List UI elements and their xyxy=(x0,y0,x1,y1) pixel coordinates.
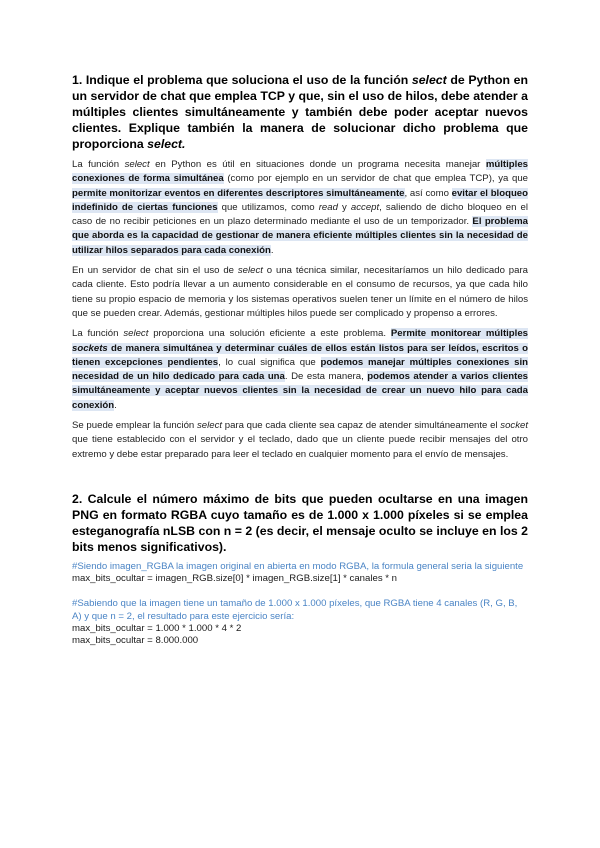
highlighted-text: podemos manejar múltiples conexiones sin necesidad de un hilo dedicado para cada una xyxy=(72,356,528,383)
highlighted-text: permite monitorizar eventos en diferentes descriptores simultáneamente xyxy=(72,187,405,199)
answer-paragraph-4 xyxy=(72,419,528,462)
italic-term: select xyxy=(237,265,263,277)
italic-term: select xyxy=(124,159,150,170)
text-run: . xyxy=(114,399,117,411)
italic-term: select xyxy=(123,328,149,340)
text-run: para que cada cliente sea capaz de atender simultáneamente el xyxy=(222,420,501,432)
text-run: . xyxy=(270,244,274,256)
text-run: en Python es útil en situaciones donde un programa necesita manejar xyxy=(149,159,486,170)
text-run: . De esta manera, xyxy=(284,371,368,383)
highlighted-text: Permite monitorear múltiples xyxy=(390,328,529,340)
text-run: En un servidor de chat sin el uso de xyxy=(72,265,238,277)
italic-term: select xyxy=(411,73,447,87)
text-run: 1. Indique el problema que soluciona el uso de la función xyxy=(72,73,412,87)
text-run: que utilizamos, como xyxy=(217,201,319,213)
text-run: , así como xyxy=(404,187,452,199)
text-run: y xyxy=(337,201,351,213)
highlighted-text: de manera simultánea y determinar cuáles de ellos están listos para ser leídos, escritos o tienen excepciones pendientes xyxy=(72,342,528,368)
highlighted-text: sockets xyxy=(72,342,108,354)
highlighted-text: múltiples conexiones de forma simultánea xyxy=(72,159,528,185)
text-run: de Python en un servidor de chat que emplea TCP y que, sin el uso de hilos, debe atender a múltiples clientes simultáneamente y también debe poder aceptar nuevos clientes. Explique también la manera de solucionar dicho problema que proporciona xyxy=(72,73,528,151)
text-run: o una técnica similar, necesitaríamos un hilo dedicado para cada cliente. Esto podría llevar a un aumento considerable en el consumo de recursos, ya que cada hilo tiene su propio espacio de memoria y los sistemas operativos suelen tener un límite en el número de hilos que se pueden crear. Además, gestionar múltiples hilos puede ser complicado y propenso a errores. xyxy=(72,265,528,319)
text-run: La función xyxy=(72,159,125,170)
question-1-title xyxy=(72,72,528,152)
text-run: La función xyxy=(72,328,124,340)
answer-paragraph-2 xyxy=(72,264,528,321)
italic-term: accept xyxy=(350,201,380,213)
italic-term: socket xyxy=(500,420,528,432)
code-line-substitution: max_bits_ocultar = 1.000 * 1.000 * 4 * 2 xyxy=(72,622,242,634)
text-run: proporciona una solución eficiente a este problema. xyxy=(148,328,391,340)
code-line-formula: max_bits_ocultar = imagen_RGB.size[0] * imagen_RGB.size[1] * canales * n xyxy=(72,573,398,585)
code-comment-formula: #Siendo imagen_RGBA la imagen original en abierta en modo RGBA, la formula general seria la siguiente xyxy=(72,560,524,572)
answer-paragraph-3 xyxy=(72,327,528,413)
question-1-answer xyxy=(72,158,528,462)
italic-term: select xyxy=(196,420,223,432)
highlighted-text: podemos atender a varios clientes simultáneamente y aceptar nuevos clientes sin la necesidad de crear un nuevo hilo para cada conexión xyxy=(72,371,529,411)
document-content xyxy=(72,72,528,647)
text-run: , lo cual significa que xyxy=(218,356,321,368)
text-run: que tiene establecido con el servidor y el teclado, dado que un cliente puede recibir mensajes del otro extremo y debe estar preparado para leer el teclado en cualquier momento para el envío de mensajes. xyxy=(72,434,528,460)
answer-paragraph-1 xyxy=(72,158,528,258)
highlighted-text: evitar el bloqueo indefinido de ciertas funciones xyxy=(72,187,528,213)
code-line-result: max_bits_ocultar = 8.000.000 xyxy=(72,634,199,646)
question-2-code xyxy=(72,561,528,647)
highlighted-text: El problema que aborda es la capacidad de gestionar de manera eficiente múltiples clientes sin la necesidad de utilizar hilos separados para cada conexión xyxy=(72,216,529,256)
italic-term: read xyxy=(318,201,338,213)
code-comment-values: #Sabiendo que la imagen tiene un tamaño de 1.000 x 1.000 píxeles, que RGBA tiene 4 canales (R, G, B, A) y que n = 2, el resultado para este ejercicio sería: xyxy=(72,598,518,622)
italic-term: select. xyxy=(147,137,186,151)
text-run: (como por ejemplo en un servidor de chat que emplea TCP), ya que xyxy=(223,173,528,185)
text-run: , saliendo de dicho bloqueo en el caso de no recibir peticiones en un plazo determinado mediante el uso de un temporizador. xyxy=(72,201,529,228)
question-2-title: 2. Calcule el número máximo de bits que pueden ocultarse en una imagen PNG en formato RGBA cuyo tamaño es de 1.000 x 1.000 píxeles si se emplea esteganografía nLSB con n = 2 (es decir, el mensaje oculto se incluye en los 2 bits menos significativos). xyxy=(72,491,528,554)
text-run: Se puede emplear la función xyxy=(72,420,197,432)
